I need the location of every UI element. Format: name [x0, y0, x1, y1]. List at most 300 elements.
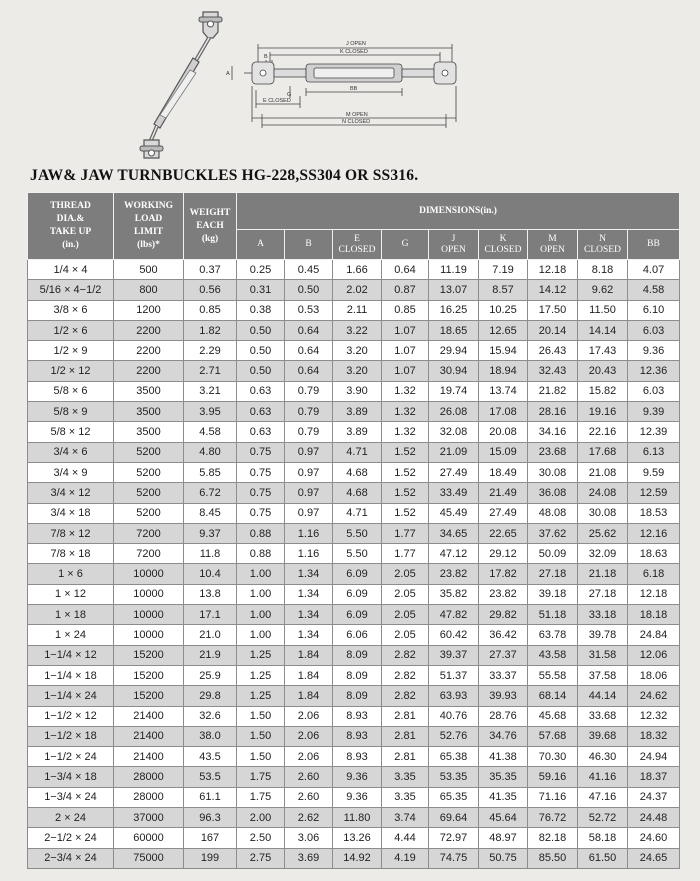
table-cell: 0.79: [285, 402, 333, 422]
table-row: [28, 503, 680, 523]
table-cell: 41.35: [479, 787, 528, 807]
table-cell: 0.53: [285, 300, 333, 320]
table-cell: 24.48: [628, 808, 680, 828]
table-cell: 6.13: [628, 442, 680, 462]
table-cell: 24.08: [578, 483, 628, 503]
turnbuckle-drawing: [0, 0, 700, 165]
table-cell: 0.79: [285, 381, 333, 401]
table-row: [28, 462, 680, 482]
table-cell: 65.38: [429, 747, 479, 767]
table-cell: 2.81: [382, 726, 429, 746]
table-cell: 0.56: [184, 280, 237, 300]
label-k-closed: K CLOSED: [340, 49, 368, 55]
table-cell: 2.71: [184, 361, 237, 381]
table-cell: 18.65: [429, 320, 479, 340]
table-cell: 47.12: [429, 544, 479, 564]
table-cell: 0.97: [285, 462, 333, 482]
table-row: [28, 260, 680, 280]
table-cell: 0.88: [237, 523, 285, 543]
table-cell: 4.58: [628, 280, 680, 300]
table-cell: 14.92: [333, 848, 382, 868]
table-row: [28, 544, 680, 564]
table-cell: 21.82: [528, 381, 578, 401]
table-cell: 75000: [114, 848, 184, 868]
table-cell: 52.76: [429, 726, 479, 746]
table-cell: 1.84: [285, 645, 333, 665]
table-cell: 6.03: [628, 381, 680, 401]
table-cell: 21.18: [578, 564, 628, 584]
table-cell: 3500: [114, 381, 184, 401]
table-cell: 30.94: [429, 361, 479, 381]
table-cell: 1−1/4 × 18: [28, 665, 114, 685]
table-cell: 2.75: [237, 848, 285, 868]
table-cell: 7.19: [479, 260, 528, 280]
table-cell: 39.93: [479, 686, 528, 706]
table-cell: 48.08: [528, 503, 578, 523]
table-cell: 1.75: [237, 787, 285, 807]
table-cell: 3/4 × 18: [28, 503, 114, 523]
table-cell: 17.82: [479, 564, 528, 584]
header-thread: THREAD DIA.& TAKE UP (in.): [28, 193, 114, 260]
table-row: [28, 665, 680, 685]
table-cell: 20.43: [578, 361, 628, 381]
table-cell: 17.68: [578, 442, 628, 462]
table-cell: 43.58: [528, 645, 578, 665]
table-cell: 2.60: [285, 767, 333, 787]
table-cell: 1.77: [382, 544, 429, 564]
table-cell: 28000: [114, 767, 184, 787]
table-cell: 14.14: [578, 320, 628, 340]
table-row: [28, 483, 680, 503]
table-cell: 21400: [114, 726, 184, 746]
table-cell: 1.50: [237, 706, 285, 726]
table-cell: 58.18: [578, 828, 628, 848]
table-cell: 3500: [114, 402, 184, 422]
table-row: [28, 787, 680, 807]
table-cell: 0.75: [237, 442, 285, 462]
table-cell: 1−1/4 × 12: [28, 645, 114, 665]
table-cell: 2.60: [285, 787, 333, 807]
table-cell: 23.82: [479, 584, 528, 604]
table-cell: 63.93: [429, 686, 479, 706]
table-cell: 3.20: [333, 361, 382, 381]
table-cell: 21400: [114, 747, 184, 767]
table-cell: 4.71: [333, 503, 382, 523]
table-cell: 5.50: [333, 544, 382, 564]
table-cell: 1.34: [285, 584, 333, 604]
table-cell: 0.64: [382, 260, 429, 280]
table-cell: 167: [184, 828, 237, 848]
table-cell: 39.37: [429, 645, 479, 665]
table-row: [28, 706, 680, 726]
table-cell: 4.80: [184, 442, 237, 462]
table-row: [28, 747, 680, 767]
table-cell: 28000: [114, 787, 184, 807]
table-cell: 3/8 × 6: [28, 300, 114, 320]
table-cell: 20.08: [479, 422, 528, 442]
table-cell: 1.50: [237, 726, 285, 746]
table-cell: 11.80: [333, 808, 382, 828]
table-cell: 7200: [114, 544, 184, 564]
table-cell: 0.25: [237, 260, 285, 280]
table-cell: 18.37: [628, 767, 680, 787]
table-cell: 8.09: [333, 645, 382, 665]
table-cell: 10000: [114, 625, 184, 645]
table-cell: 12.18: [628, 584, 680, 604]
table-cell: 2.06: [285, 726, 333, 746]
table-row: [28, 381, 680, 401]
table-cell: 3.21: [184, 381, 237, 401]
table-cell: 23.68: [528, 442, 578, 462]
table-cell: 8.18: [578, 260, 628, 280]
table-cell: 5/8 × 9: [28, 402, 114, 422]
table-cell: 25.62: [578, 523, 628, 543]
label-b: B: [264, 54, 268, 60]
table-cell: 0.63: [237, 422, 285, 442]
table-cell: 1/4 × 4: [28, 260, 114, 280]
table-cell: 1−1/2 × 18: [28, 726, 114, 746]
table-cell: 72.97: [429, 828, 479, 848]
table-cell: 2.00: [237, 808, 285, 828]
table-cell: 6.03: [628, 320, 680, 340]
table-cell: 17.43: [578, 341, 628, 361]
header-dim-3: G: [382, 230, 429, 260]
label-m-open: M OPEN: [346, 112, 368, 118]
table-cell: 25.9: [184, 665, 237, 685]
table-cell: 0.85: [382, 300, 429, 320]
table-cell: 45.49: [429, 503, 479, 523]
table-cell: 5200: [114, 503, 184, 523]
table-cell: 70.30: [528, 747, 578, 767]
table-cell: 85.50: [528, 848, 578, 868]
table-row: [28, 828, 680, 848]
table-cell: 27.49: [479, 503, 528, 523]
table-cell: 24.37: [628, 787, 680, 807]
table-cell: 3.35: [382, 787, 429, 807]
table-row: [28, 361, 680, 381]
table-cell: 6.10: [628, 300, 680, 320]
table-cell: 15.82: [578, 381, 628, 401]
table-cell: 33.37: [479, 665, 528, 685]
table-cell: 36.42: [479, 625, 528, 645]
table-cell: 1−3/4 × 24: [28, 787, 114, 807]
table-cell: 37.62: [528, 523, 578, 543]
table-cell: 21.0: [184, 625, 237, 645]
table-cell: 34.76: [479, 726, 528, 746]
header-dim-0: A: [237, 230, 285, 260]
table-cell: 43.5: [184, 747, 237, 767]
table-cell: 65.35: [429, 787, 479, 807]
table-cell: 1200: [114, 300, 184, 320]
table-cell: 0.45: [285, 260, 333, 280]
table-cell: 3500: [114, 422, 184, 442]
table-cell: 11.50: [578, 300, 628, 320]
table-cell: 0.31: [237, 280, 285, 300]
table-cell: 9.62: [578, 280, 628, 300]
table-body: [28, 260, 680, 869]
header-load-limit: WORKING LOAD LIMIT (lbs)*: [114, 193, 184, 260]
table-cell: 24.84: [628, 625, 680, 645]
table-cell: 1.25: [237, 665, 285, 685]
table-cell: 5/8 × 6: [28, 381, 114, 401]
table-cell: 27.18: [528, 564, 578, 584]
table-cell: 2.05: [382, 605, 429, 625]
table-cell: 1.52: [382, 483, 429, 503]
table-cell: 53.5: [184, 767, 237, 787]
table-cell: 0.50: [237, 320, 285, 340]
table-cell: 33.49: [429, 483, 479, 503]
table-cell: 2−3/4 × 24: [28, 848, 114, 868]
table-cell: 2.05: [382, 584, 429, 604]
table-cell: 2200: [114, 361, 184, 381]
table-cell: 18.63: [628, 544, 680, 564]
table-cell: 69.64: [429, 808, 479, 828]
table-cell: 45.64: [479, 808, 528, 828]
table-row: [28, 320, 680, 340]
table-cell: 13.8: [184, 584, 237, 604]
table-cell: 3.74: [382, 808, 429, 828]
table-cell: 0.75: [237, 503, 285, 523]
table-cell: 8.09: [333, 686, 382, 706]
table-cell: 4.68: [333, 462, 382, 482]
table-cell: 3/4 × 12: [28, 483, 114, 503]
table-cell: 1/2 × 9: [28, 341, 114, 361]
table-cell: 1.00: [237, 625, 285, 645]
table-cell: 11.19: [429, 260, 479, 280]
table-cell: 1.00: [237, 564, 285, 584]
table-cell: 500: [114, 260, 184, 280]
table-cell: 0.97: [285, 442, 333, 462]
table-cell: 11.8: [184, 544, 237, 564]
table-cell: 46.30: [578, 747, 628, 767]
table-cell: 7200: [114, 523, 184, 543]
table-cell: 4.71: [333, 442, 382, 462]
table-cell: 15200: [114, 645, 184, 665]
table-cell: 1−1/2 × 12: [28, 706, 114, 726]
table-cell: 21.08: [578, 462, 628, 482]
table-cell: 2200: [114, 320, 184, 340]
table-cell: 0.37: [184, 260, 237, 280]
table-cell: 1/2 × 6: [28, 320, 114, 340]
table-cell: 2200: [114, 341, 184, 361]
table-cell: 41.16: [578, 767, 628, 787]
table-cell: 12.59: [628, 483, 680, 503]
header-dimensions: DIMENSIONS(in.): [237, 193, 680, 230]
table-cell: 41.38: [479, 747, 528, 767]
table-cell: 1.66: [333, 260, 382, 280]
table-cell: 2.02: [333, 280, 382, 300]
header-dim-8: BB: [628, 230, 680, 260]
table-cell: 1.00: [237, 584, 285, 604]
table-cell: 30.08: [578, 503, 628, 523]
table-cell: 6.06: [333, 625, 382, 645]
table-cell: 0.38: [237, 300, 285, 320]
table-cell: 1.16: [285, 544, 333, 564]
table-cell: 26.43: [528, 341, 578, 361]
table-cell: 0.75: [237, 462, 285, 482]
table-cell: 6.09: [333, 564, 382, 584]
table-cell: 39.18: [528, 584, 578, 604]
table-cell: 1.32: [382, 422, 429, 442]
table-row: [28, 523, 680, 543]
table-row: [28, 625, 680, 645]
table-cell: 3.95: [184, 402, 237, 422]
table-cell: 51.18: [528, 605, 578, 625]
table-cell: 36.08: [528, 483, 578, 503]
table-cell: 6.18: [628, 564, 680, 584]
table-cell: 1.07: [382, 341, 429, 361]
table-cell: 12.36: [628, 361, 680, 381]
table-cell: 18.18: [628, 605, 680, 625]
turnbuckle-photo: [140, 12, 222, 158]
label-bb: BB: [350, 86, 358, 92]
table-cell: 37.58: [578, 665, 628, 685]
table-row: [28, 442, 680, 462]
table-cell: 74.75: [429, 848, 479, 868]
table-row: [28, 767, 680, 787]
table-cell: 800: [114, 280, 184, 300]
table-cell: 3.06: [285, 828, 333, 848]
table-cell: 0.97: [285, 503, 333, 523]
table-cell: 10.25: [479, 300, 528, 320]
table-cell: 24.65: [628, 848, 680, 868]
table-cell: 21400: [114, 706, 184, 726]
page-title: JAW& JAW TURNBUCKLES HG-228,SS304 OR SS316.: [30, 167, 419, 184]
table-cell: 7/8 × 18: [28, 544, 114, 564]
table-cell: 18.94: [479, 361, 528, 381]
header-dim-6: M OPEN: [528, 230, 578, 260]
table-cell: 4.19: [382, 848, 429, 868]
table-row: [28, 848, 680, 868]
table-cell: 32.43: [528, 361, 578, 381]
table-cell: 5.85: [184, 462, 237, 482]
table-cell: 10000: [114, 605, 184, 625]
table-cell: 0.63: [237, 381, 285, 401]
table-cell: 2.05: [382, 564, 429, 584]
table-cell: 13.74: [479, 381, 528, 401]
table-cell: 1.00: [237, 605, 285, 625]
table-cell: 51.37: [429, 665, 479, 685]
table-cell: 60.42: [429, 625, 479, 645]
table-cell: 0.50: [285, 280, 333, 300]
table-cell: 8.57: [479, 280, 528, 300]
table-cell: 1.50: [237, 747, 285, 767]
table-row: [28, 564, 680, 584]
table-cell: 12.06: [628, 645, 680, 665]
table-cell: 17.1: [184, 605, 237, 625]
table-cell: 1.52: [382, 442, 429, 462]
table-cell: 50.75: [479, 848, 528, 868]
table-cell: 32.08: [429, 422, 479, 442]
table-cell: 8.45: [184, 503, 237, 523]
table-cell: 1−3/4 × 18: [28, 767, 114, 787]
table-cell: 2−1/2 × 24: [28, 828, 114, 848]
table-cell: 33.68: [578, 706, 628, 726]
table-cell: 1.75: [237, 767, 285, 787]
table-cell: 4.68: [333, 483, 382, 503]
table-cell: 32.6: [184, 706, 237, 726]
table-cell: 1.34: [285, 564, 333, 584]
table-cell: 5200: [114, 483, 184, 503]
table-cell: 3.89: [333, 402, 382, 422]
table-cell: 3.20: [333, 341, 382, 361]
table-cell: 21.49: [479, 483, 528, 503]
table-cell: 1.07: [382, 361, 429, 381]
table-cell: 50.09: [528, 544, 578, 564]
table-cell: 68.14: [528, 686, 578, 706]
label-e-closed: E CLOSED: [263, 98, 291, 104]
table-cell: 61.50: [578, 848, 628, 868]
table-cell: 1.07: [382, 320, 429, 340]
table-cell: 23.82: [429, 564, 479, 584]
table-cell: 39.78: [578, 625, 628, 645]
table-cell: 19.16: [578, 402, 628, 422]
header-dim-2: E CLOSED: [333, 230, 382, 260]
table-cell: 26.08: [429, 402, 479, 422]
table-cell: 3.89: [333, 422, 382, 442]
table-cell: 10000: [114, 584, 184, 604]
table-cell: 21.09: [429, 442, 479, 462]
table-cell: 6.09: [333, 605, 382, 625]
table-row: [28, 300, 680, 320]
table-cell: 8.93: [333, 706, 382, 726]
table-cell: 24.60: [628, 828, 680, 848]
table-cell: 44.14: [578, 686, 628, 706]
table-row: [28, 280, 680, 300]
table-cell: 199: [184, 848, 237, 868]
header-dim-4: J OPEN: [429, 230, 479, 260]
table-cell: 76.72: [528, 808, 578, 828]
table-cell: 27.18: [578, 584, 628, 604]
table-cell: 1.52: [382, 462, 429, 482]
header-dim-5: K CLOSED: [479, 230, 528, 260]
table-cell: 4.44: [382, 828, 429, 848]
table-cell: 13.07: [429, 280, 479, 300]
table-cell: 0.87: [382, 280, 429, 300]
table-cell: 6.09: [333, 584, 382, 604]
table-cell: 3.22: [333, 320, 382, 340]
table-cell: 12.65: [479, 320, 528, 340]
table-row: [28, 422, 680, 442]
table-cell: 15200: [114, 686, 184, 706]
table-row: [28, 341, 680, 361]
table-row: [28, 605, 680, 625]
table-cell: 1.34: [285, 605, 333, 625]
table-cell: 0.50: [237, 361, 285, 381]
table-cell: 12.18: [528, 260, 578, 280]
table-cell: 13.26: [333, 828, 382, 848]
table-cell: 5.50: [333, 523, 382, 543]
table-cell: 1.25: [237, 686, 285, 706]
table-cell: 4.07: [628, 260, 680, 280]
table-cell: 5/16 × 4−1/2: [28, 280, 114, 300]
table-cell: 57.68: [528, 726, 578, 746]
table-cell: 1.84: [285, 665, 333, 685]
spec-table: [27, 192, 680, 869]
table-cell: 35.82: [429, 584, 479, 604]
table-cell: 30.08: [528, 462, 578, 482]
table-cell: 2 × 24: [28, 808, 114, 828]
table-cell: 7/8 × 12: [28, 523, 114, 543]
table-cell: 14.12: [528, 280, 578, 300]
table-cell: 1 × 6: [28, 564, 114, 584]
table-cell: 0.64: [285, 341, 333, 361]
table-cell: 24.94: [628, 747, 680, 767]
table-cell: 9.39: [628, 402, 680, 422]
table-cell: 3/4 × 6: [28, 442, 114, 462]
table-cell: 55.58: [528, 665, 578, 685]
table-cell: 8.09: [333, 665, 382, 685]
